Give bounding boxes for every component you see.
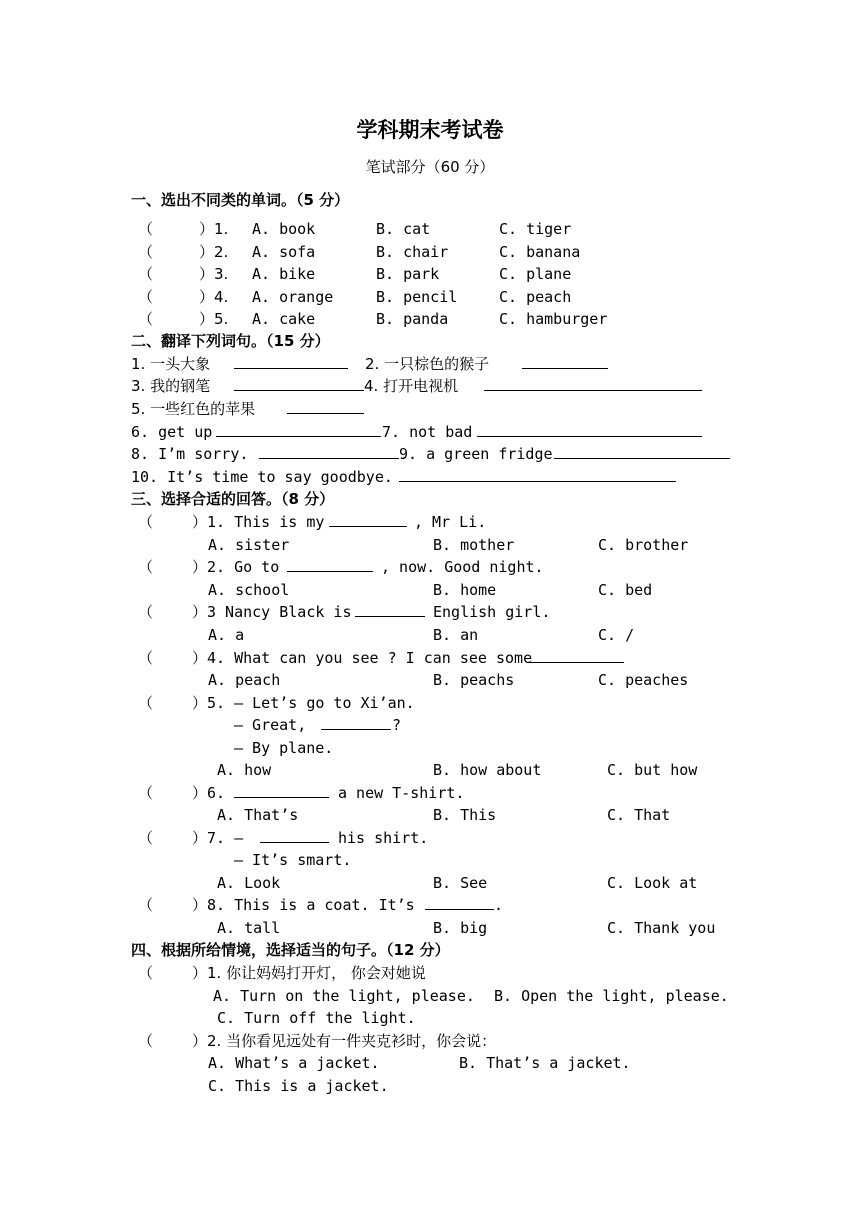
- option-b: B. how about: [433, 761, 542, 779]
- translate-q8: 8. I’m sorry.: [131, 445, 249, 463]
- answer-blank[interactable]: [484, 376, 702, 391]
- answer-paren: （: [138, 964, 154, 982]
- option-b: B. Open the light, please.: [494, 987, 729, 1005]
- section-2-heading: 二、翻译下列词句。（15 分）: [131, 332, 330, 350]
- translate-q9: 9. a green fridge: [399, 445, 553, 463]
- question-number: ）1.: [199, 220, 229, 238]
- answer-paren: （: [138, 513, 154, 531]
- answer-blank[interactable]: [522, 354, 608, 369]
- translate-q3: 3. 我的钢笔: [131, 377, 211, 395]
- translate-q7: 7. not bad: [382, 423, 473, 441]
- question-number: ）4.: [199, 288, 229, 306]
- translate-q5: 5. 一些红色的苹果: [131, 400, 256, 418]
- option-a: A. Look: [217, 874, 281, 892]
- answer-blank[interactable]: [399, 467, 676, 482]
- option-c: C. banana: [499, 243, 581, 261]
- answer-blank[interactable]: [321, 715, 391, 730]
- answer-blank[interactable]: [234, 354, 348, 369]
- option-b: B. park: [376, 265, 440, 283]
- option-b: B. That’s a jacket.: [459, 1054, 631, 1072]
- translate-q6: 6. get up: [131, 423, 213, 441]
- answer-blank[interactable]: [259, 444, 399, 459]
- translate-q4: 4. 打开电视机: [364, 377, 459, 395]
- q3-text-end: English girl.: [433, 603, 551, 621]
- answer-blank[interactable]: [425, 895, 494, 910]
- q6-text: ）6.: [192, 784, 226, 802]
- q3-text: ）3 Nancy Black is: [192, 603, 352, 621]
- answer-paren: （: [138, 649, 154, 667]
- option-a: A. cake: [252, 310, 316, 328]
- answer-blank[interactable]: [528, 648, 624, 663]
- q2-text: ）2. Go to: [192, 558, 280, 576]
- s4-q1-text: ）1. 你让妈妈打开灯， 你会对她说: [192, 964, 426, 982]
- option-c: C. This is a jacket.: [208, 1077, 389, 1095]
- option-b: B. pencil: [376, 288, 458, 306]
- option-a: A. sister: [208, 536, 290, 554]
- answer-blank[interactable]: [216, 422, 381, 437]
- option-a: A. orange: [252, 288, 334, 306]
- exam-subtitle: 笔试部分（60 分）: [365, 158, 495, 176]
- option-c: C. but how: [607, 761, 698, 779]
- option-c: C. Turn off the light.: [217, 1009, 416, 1027]
- option-c: C. /: [598, 626, 635, 644]
- answer-blank[interactable]: [477, 422, 702, 437]
- option-a: A. What’s a jacket.: [208, 1054, 380, 1072]
- answer-paren: （: [138, 694, 154, 712]
- q2-text-end: , now. Good night.: [381, 558, 544, 576]
- option-c: C. brother: [598, 536, 689, 554]
- answer-blank[interactable]: [234, 783, 329, 798]
- option-b: B. This: [433, 806, 497, 824]
- answer-blank[interactable]: [260, 828, 329, 843]
- option-b: B. cat: [376, 220, 431, 238]
- option-c: C. plane: [499, 265, 572, 283]
- option-a: A. book: [252, 220, 316, 238]
- option-b: B. chair: [376, 243, 449, 261]
- option-c: C. bed: [598, 581, 653, 599]
- option-b: B. an: [433, 626, 479, 644]
- option-c: C. peach: [499, 288, 572, 306]
- q7-text-end: his shirt.: [338, 829, 429, 847]
- option-b: B. mother: [433, 536, 515, 554]
- exam-title: 学科期末考试卷: [356, 118, 504, 142]
- answer-blank[interactable]: [287, 557, 373, 572]
- option-b: B. See: [433, 874, 488, 892]
- option-b: B. big: [433, 919, 488, 937]
- option-c: C. That: [607, 806, 671, 824]
- translate-q2: 2. 一只棕色的猴子: [365, 355, 490, 373]
- option-a: A. peach: [208, 671, 281, 689]
- q5-text: ）5. — Let’s go to Xi’an.: [192, 694, 415, 712]
- section-3-heading: 三、选择合适的回答。（8 分）: [131, 490, 335, 508]
- question-number: ）3.: [199, 265, 229, 283]
- option-a: A. tall: [217, 919, 281, 937]
- q7-text: ）7. —: [192, 829, 244, 847]
- answer-paren: （: [138, 243, 154, 261]
- q8-text-end: .: [494, 896, 504, 914]
- option-b: B. home: [433, 581, 497, 599]
- answer-paren: （: [138, 896, 154, 914]
- q8-text: ）8. This is a coat. It’s: [192, 896, 415, 914]
- answer-blank[interactable]: [355, 602, 425, 617]
- answer-paren: （: [138, 784, 154, 802]
- answer-blank[interactable]: [234, 376, 364, 391]
- option-c: C. tiger: [499, 220, 572, 238]
- answer-paren: （: [138, 829, 154, 847]
- section-1-heading: 一、选出不同类的单词。（5 分）: [131, 191, 350, 209]
- option-a: A. That’s: [217, 806, 299, 824]
- q6-text-end: a new T-shirt.: [338, 784, 465, 802]
- question-number: ）2.: [199, 243, 229, 261]
- answer-paren: （: [138, 1032, 154, 1050]
- answer-paren: （: [138, 603, 154, 621]
- answer-paren: （: [138, 558, 154, 576]
- answer-blank[interactable]: [287, 399, 364, 414]
- q4-text: ）4. What can you see ? I can see some: [192, 649, 533, 667]
- option-a: A. bike: [252, 265, 316, 283]
- option-b: B. peachs: [433, 671, 515, 689]
- answer-paren: （: [138, 288, 154, 306]
- q5-line3: — By plane.: [234, 739, 334, 757]
- question-number: ）5.: [199, 310, 229, 328]
- answer-paren: （: [138, 310, 154, 328]
- option-a: A. how: [217, 761, 272, 779]
- answer-blank[interactable]: [329, 512, 407, 527]
- option-c: C. peaches: [598, 671, 689, 689]
- option-a: A. sofa: [252, 243, 316, 261]
- answer-paren: （: [138, 220, 154, 238]
- q7-line2: — It’s smart.: [234, 851, 352, 869]
- option-c: C. Look at: [607, 874, 698, 892]
- section-4-heading: 四、根据所给情境，选择适当的句子。（12 分）: [131, 941, 450, 959]
- q5-line2-end: ?: [392, 716, 402, 734]
- q1-text-end: , Mr Li.: [414, 513, 487, 531]
- s4-q2-text: ）2. 当你看见远处有一件夹克衫时，你会说：: [192, 1032, 497, 1050]
- q1-text: ）1. This is my: [192, 513, 325, 531]
- option-b: B. panda: [376, 310, 449, 328]
- option-c: C. hamburger: [499, 310, 608, 328]
- answer-paren: （: [138, 265, 154, 283]
- option-c: C. Thank you: [607, 919, 716, 937]
- option-a: A. a: [208, 626, 245, 644]
- translate-q10: 10. It’s time to say goodbye.: [131, 468, 393, 486]
- option-a: A. Turn on the light, please.: [213, 987, 475, 1005]
- option-a: A. school: [208, 581, 290, 599]
- q5-line2: — Great,: [234, 716, 307, 734]
- translate-q1: 1. 一头大象: [131, 355, 211, 373]
- answer-blank[interactable]: [554, 444, 730, 459]
